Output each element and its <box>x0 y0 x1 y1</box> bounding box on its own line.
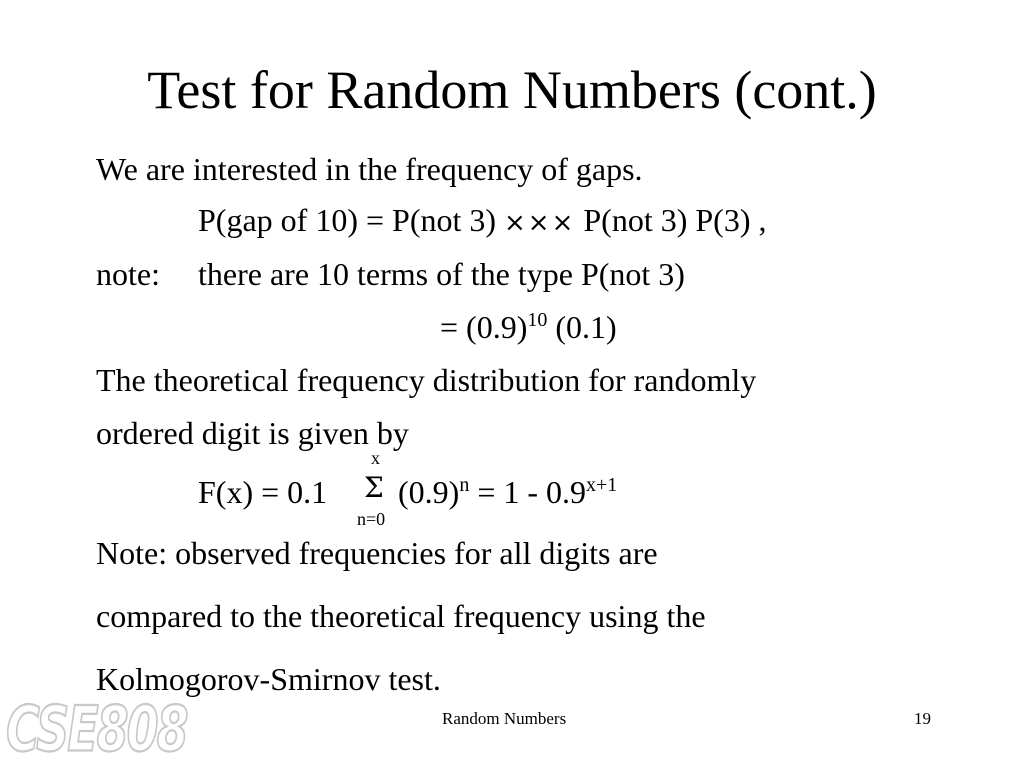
formula-result: = 1 - 0.9 <box>477 474 587 510</box>
body-line-gap-probability <box>198 201 766 239</box>
slide-title: Test for Random Numbers (cont.) <box>147 60 877 120</box>
gap-probability-prefix: P(gap of 10) = P(not 3) <box>198 202 497 238</box>
body-line-result <box>440 308 617 346</box>
summation-symbol: Σ <box>364 471 384 504</box>
body-line-theoretical: The theoretical frequency distribution for randomly <box>96 362 757 398</box>
multiply-symbols: ××× <box>504 208 576 238</box>
formula-term-exponent: n <box>459 474 470 496</box>
body-line-note-label: note: <box>96 256 160 292</box>
formula-lhs: F(x) = 0.1 <box>198 474 328 510</box>
body-line-ordered-digit: ordered digit is given by <box>96 415 409 451</box>
body-line-ks-test: Kolmogorov-Smirnov test. <box>96 661 441 697</box>
body-line-compared: compared to the theoretical frequency using the <box>96 598 706 634</box>
body-line-intro: We are interested in the frequency of gaps. <box>96 151 643 187</box>
formula-term: (0.9) <box>398 474 460 510</box>
body-line-note-text: there are 10 terms of the type P(not 3) <box>198 256 685 292</box>
formula-result-exponent: x+1 <box>586 474 618 496</box>
formula-rhs <box>398 473 617 511</box>
summation-upper-limit: x <box>371 448 380 468</box>
gap-probability-suffix: P(not 3) P(3) , <box>583 202 767 238</box>
body-line-observed: Note: observed frequencies for all digits are <box>96 535 658 571</box>
footer-title: Random Numbers <box>442 709 567 728</box>
page-number: 19 <box>914 709 931 728</box>
course-logo: CSE808 <box>6 692 187 766</box>
summation-lower-limit: n=0 <box>357 509 386 529</box>
result-exponent: 10 <box>527 309 548 331</box>
result-base: = (0.9) <box>440 309 528 345</box>
result-tail: (0.1) <box>555 309 617 345</box>
